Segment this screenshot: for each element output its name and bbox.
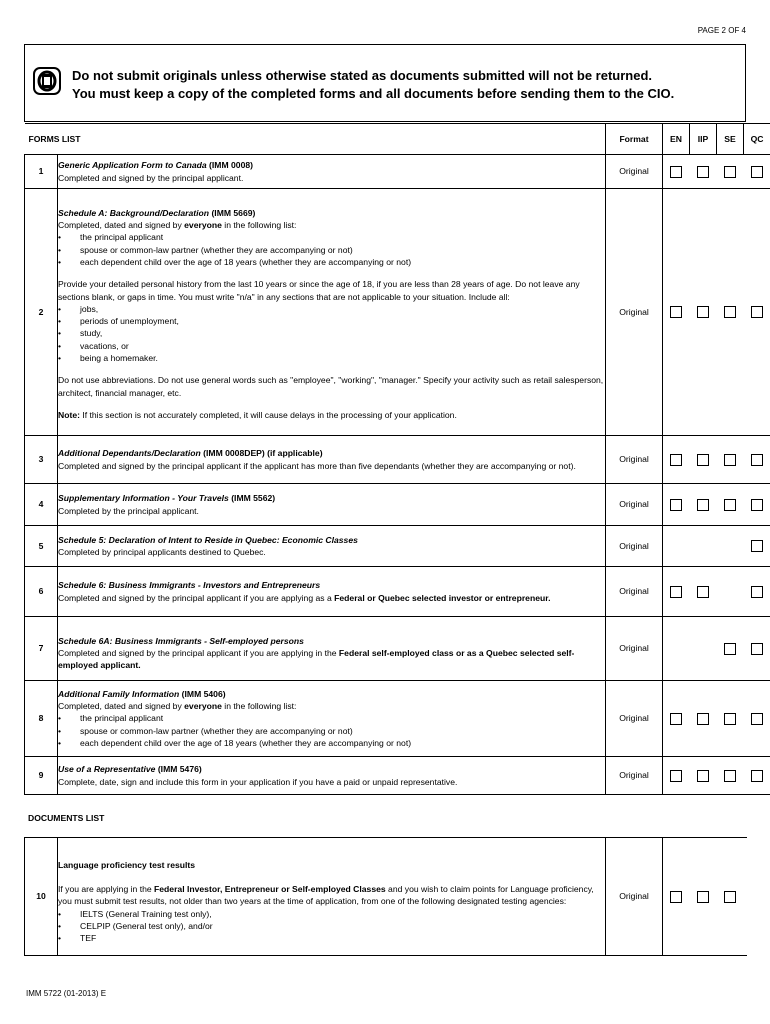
form-title: Generic Application Form to Canada (58, 160, 207, 171)
form-title: Supplementary Information - Your Travels (58, 493, 229, 504)
format-cell: Original (606, 189, 663, 436)
checkbox-qc[interactable] (751, 454, 763, 466)
doc-emphasis: Federal Investor, Entrepreneur or Self-employed Classes (154, 883, 386, 894)
checkbox-en[interactable] (670, 770, 682, 782)
header-qc: QC (744, 124, 770, 155)
form-desc: Completed and signed by the principal applicant if you are applying as a (58, 592, 335, 603)
table-row (25, 189, 770, 436)
list-item: • CELPIP (General test only), and/or (58, 920, 605, 932)
format-cell: Original (606, 567, 663, 617)
row-description (58, 189, 606, 436)
checkbox-se[interactable] (724, 306, 736, 318)
format-cell: Original (606, 757, 663, 795)
checkbox-en[interactable] (670, 713, 682, 725)
checkbox-en[interactable] (670, 166, 682, 178)
list-item: • each dependent child over the age of 18 years (whether they are accompanying or not) (58, 256, 605, 268)
form-desc: Complete, date, sign and include this form in your application if you have a paid or unpaid representative. (58, 776, 458, 787)
row-description (58, 526, 606, 567)
checkbox-se[interactable] (724, 770, 736, 782)
row-description (58, 617, 606, 681)
form-title: Additional Family Information (58, 688, 180, 699)
format-cell: Original (606, 838, 663, 956)
header-iip: IIP (690, 124, 717, 155)
header-se: SE (717, 124, 744, 155)
checkbox-qc[interactable] (751, 306, 763, 318)
intro-text-end: in the following list: (221, 701, 297, 712)
intro-text: Completed, dated and signed by (58, 701, 185, 712)
forms-header-row (25, 124, 770, 155)
format-cell: Original (606, 436, 663, 484)
table-row (25, 155, 770, 189)
checkbox-qc[interactable] (751, 166, 763, 178)
list-item: • IELTS (General Training test only), (58, 908, 605, 920)
intro-emphasis: everyone (184, 701, 222, 712)
list-item: • spouse or common-law partner (whether they are accompanying or not) (58, 725, 605, 737)
checkbox-iip[interactable] (697, 713, 709, 725)
checkbox-qc[interactable] (751, 643, 763, 655)
list-item: • the principal applicant (58, 231, 605, 243)
warning-line-1: Do not submit originals unless otherwise stated as documents submitted will not be returned. (72, 68, 653, 83)
form-code: (IMM 5669) (209, 207, 256, 218)
document-title: Language proficiency test results (58, 859, 196, 870)
checkbox-iip[interactable] (697, 166, 709, 178)
form-desc: Completed and signed by the principal applicant. (58, 172, 244, 183)
page-number: PAGE 2 OF 4 (697, 26, 746, 35)
table-row (25, 526, 770, 567)
row-description (58, 484, 606, 526)
list-item: • spouse or common-law partner (whether they are accompanying or not) (58, 244, 605, 256)
list-item: • periods of unemployment, (58, 315, 605, 327)
checkbox-en[interactable] (670, 499, 682, 511)
forms-table (24, 123, 770, 795)
row-number: 8 (25, 681, 58, 757)
row-number: 4 (25, 484, 58, 526)
row-number: 5 (25, 526, 58, 567)
row-number: 7 (25, 617, 58, 681)
row-number: 2 (25, 189, 58, 436)
form-title: Use of a Representative (58, 764, 156, 775)
row-number: 9 (25, 757, 58, 795)
table-row (25, 757, 770, 795)
row-description (58, 436, 606, 484)
note-label: Note: (58, 409, 80, 420)
form-code: (IMM 5476) (155, 764, 202, 775)
checkbox-se[interactable] (724, 643, 736, 655)
table-row (25, 436, 770, 484)
doc-text: If you are applying in the (58, 883, 155, 894)
note-text: If this section is not accurately completed, it will cause delays in the processing of your application. (79, 409, 457, 420)
format-cell: Original (606, 617, 663, 681)
abbreviations-paragraph: Do not use abbreviations. Do not use general words such as "employee", "working", "manager." Specify your activity such as retail salesperson, architect, financial manager, etc. (58, 375, 604, 398)
row-number: 1 (25, 155, 58, 189)
checkbox-qc[interactable] (751, 770, 763, 782)
checkbox-iip[interactable] (697, 454, 709, 466)
intro-text: Completed, dated and signed by (58, 220, 185, 231)
intro-emphasis: everyone (184, 220, 222, 231)
row-description (58, 155, 606, 189)
list-item: • the principal applicant (58, 712, 605, 724)
forms-list-title: FORMS LIST (25, 124, 606, 155)
list-item: • TEF (58, 932, 605, 944)
form-code-footer: IMM 5722 (01-2013) E (26, 989, 107, 998)
row-number: 3 (25, 436, 58, 484)
form-title: Additional Dependants/Declaration (58, 448, 201, 459)
checkbox-iip[interactable] (697, 586, 709, 598)
checkbox-iip[interactable] (697, 499, 709, 511)
list-item: • jobs, (58, 303, 605, 315)
warning-line-2: You must keep a copy of the completed forms and all documents before sending them to the CIO. (72, 86, 675, 101)
list-item: • vacations, or (58, 340, 605, 352)
row-number: 6 (25, 567, 58, 617)
checkbox-qc[interactable] (751, 713, 763, 725)
form-code: (IMM 5406) (179, 688, 226, 699)
form-title: Schedule A: Background/Declaration (58, 207, 210, 218)
form-desc: Completed by the principal applicant. (58, 505, 199, 516)
checkbox-en[interactable] (670, 586, 682, 598)
documents-list-title: DOCUMENTS LIST (28, 813, 105, 823)
checkbox-se[interactable] (724, 454, 736, 466)
list-item: • each dependent child over the age of 18 years (whether they are accompanying or not) (58, 737, 605, 749)
checkbox-en[interactable] (670, 306, 682, 318)
form-title: Schedule 6A: Business Immigrants - Self-employed persons (58, 635, 304, 646)
header-en: EN (663, 124, 690, 155)
row-number: 10 (25, 838, 58, 956)
form-desc-emphasis: Federal self-employed class or as a Quebec selected self-employed applicant. (58, 647, 575, 671)
intro-text-end: in the following list: (221, 220, 297, 231)
row-description (58, 838, 606, 956)
warning-box (24, 44, 746, 122)
checkbox-se[interactable] (724, 713, 736, 725)
table-row (25, 484, 770, 526)
table-row (25, 617, 770, 681)
form-desc: Completed by principal applicants destined to Quebec. (58, 547, 266, 557)
row-description (58, 681, 606, 757)
checkbox-iip[interactable] (697, 770, 709, 782)
row-description (58, 567, 606, 617)
doc-text-end: and you wish to claim points for Language proficiency, you must submit test results, not older than two years at the time of application, from one of the following designated testing agencies: (58, 883, 594, 907)
format-cell: Original (606, 484, 663, 526)
table-row (25, 567, 770, 617)
form-desc: Completed and signed by the principal applicant if you are applying in the (58, 647, 339, 658)
format-cell: Original (606, 155, 663, 189)
header-format: Format (606, 124, 663, 155)
history-paragraph: Provide your detailed personal history from the last 10 years or since the age of 18, if you are less than 28 years of age. Do not leave any sections blank, or gaps in time. You must write "n/a" in any sections that are not applicable to your situation. Include all: (58, 279, 580, 302)
table-row (25, 681, 770, 757)
list-item: • being a homemaker. (58, 352, 605, 364)
checkbox-qc[interactable] (751, 499, 763, 511)
form-desc-emphasis: Federal or Quebec selected investor or entrepreneur. (334, 592, 551, 603)
form-code: (IMM 5562) (228, 493, 276, 504)
checkbox-en[interactable] (670, 891, 682, 903)
warning-icon (33, 67, 61, 95)
documents-table (24, 837, 747, 956)
form-code: (IMM 0008DEP) (if applicable) (200, 448, 323, 459)
format-cell: Original (606, 526, 663, 567)
form-title: Schedule 5: Declaration of Intent to Reside in Quebec: Economic Classes (58, 534, 358, 545)
table-row (25, 838, 747, 956)
checkbox-en[interactable] (670, 454, 682, 466)
checkbox-iip[interactable] (697, 306, 709, 318)
form-desc: Completed and signed by the principal applicant if the applicant has more than five dependants (whether they are accompanying or not). (58, 460, 576, 471)
checkbox-se[interactable] (724, 499, 736, 511)
checkbox-se[interactable] (724, 166, 736, 178)
row-description (58, 757, 606, 795)
list-item: • study, (58, 327, 605, 339)
form-title: Schedule 6: Business Immigrants - Investors and Entrepreneurs (58, 580, 321, 591)
checkbox-qc[interactable] (751, 586, 763, 598)
checkbox-iip[interactable] (697, 891, 709, 903)
checkbox-qc[interactable] (751, 540, 763, 552)
format-cell: Original (606, 681, 663, 757)
checkbox-se[interactable] (724, 891, 736, 903)
form-code: (IMM 0008) (206, 160, 253, 171)
